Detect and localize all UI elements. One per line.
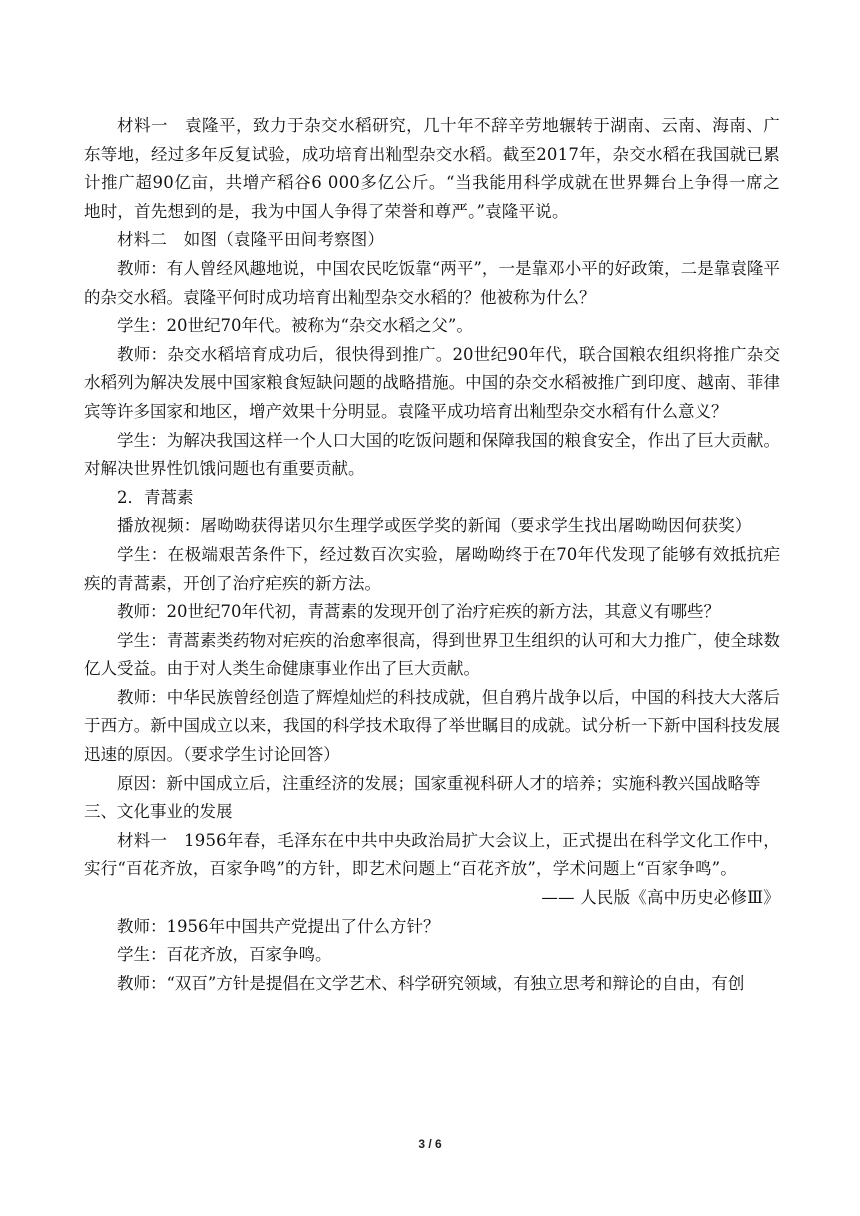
paragraph: 教师：杂交水稻培育成功后，很快得到推广。20世纪90年代，联合国粮农组织将推广杂交水稻列为解决发展中国家粮食短缺问题的战略措施。中国的杂交水稻被推广到印度、越南、菲律宾等许多国家和地区，增产效果十分明显。袁隆平成功培育出籼型杂交水稻有什么意义？	[84, 344, 780, 421]
paragraph: 教师：20世纪70年代初，青蒿素的发现开创了治疗疟疾的新方法，其意义有哪些？	[117, 602, 720, 622]
document-body	[84, 112, 780, 998]
paragraph: 学生：百花齐放，百家争鸣。	[117, 945, 332, 965]
paragraph: 学生：在极端艰苦条件下，经过数百次实验，屠呦呦终于在70年代发现了能够有效抵抗疟疾的青蒿素，开创了治疗疟疾的新方法。	[84, 544, 780, 593]
paragraph: 教师：中华民族曾经创造了辉煌灿烂的科技成就，但自鸦片战争以后，中国的科技大大落后于西方。新中国成立以来，我国的科学技术取得了举世瞩目的成就。试分析一下新中国科技发展迅速的原因。（要求学生讨论回答）	[84, 687, 780, 765]
paragraph: 学生：青蒿素类药物对疟疾的治愈率很高，得到世界卫生组织的认可和大力推广，使全球数亿人受益。由于对人类生命健康事业作出了巨大贡献。	[84, 630, 780, 679]
paragraph: 材料一 袁隆平，致力于杂交水稻研究，几十年不辞辛劳地辗转于湖南、云南、海南、广东等地，经过多年反复试验，成功培育出籼型杂交水稻。截至2017年，杂交水稻在我国就已累计推广超90亿亩，共增产稻谷6 000多亿公斤。“当我能用科学成就在世界舞台上争得一席之地时，首先想到的是，我为中国人争得了荣誉和尊严。”袁隆平说。	[84, 116, 780, 221]
paragraph: 教师：有人曾经风趣地说，中国农民吃饭靠“两平”，一是靠邓小平的好政策，二是靠袁隆平的杂交水稻。袁隆平何时成功培育出籼型杂交水稻的？他被称为什么？	[84, 258, 780, 307]
paragraph: 教师：“双百”方针是提倡在文学艺术、科学研究领域，有独立思考和辩论的自由，有创	[117, 973, 745, 993]
paragraph: 三、文化事业的发展	[84, 802, 233, 822]
paragraph: 2．青蒿素	[117, 487, 194, 507]
paragraph: 材料一 1956年春，毛泽东在中共中央政治局扩大会议上，正式提出在科学文化工作中，实行“百花齐放，百家争鸣”的方针，即艺术问题上“百花齐放”，学术问题上“百家争鸣”。	[84, 830, 780, 879]
paragraph: —— 人民版《高中历史必修Ⅲ》	[541, 888, 780, 908]
paragraph: 播放视频：屠呦呦获得诺贝尔生理学或医学奖的新闻（要求学生找出屠呦呦因何获奖）	[117, 516, 752, 536]
paragraph: 学生：20世纪70年代。被称为“杂交水稻之父”。	[117, 316, 473, 336]
paragraph: 材料二 如图（袁隆平田间考察图）	[117, 230, 385, 250]
page-number: 3 / 6	[418, 1137, 442, 1151]
paragraph: 学生：为解决我国这样一个人口大国的吃饭问题和保障我国的粮食安全，作出了巨大贡献。对解决世界性饥饿问题也有重要贡献。	[84, 430, 780, 479]
paragraph: 教师：1956年中国共产党提出了什么方针？	[117, 916, 440, 936]
paragraph: 原因：新中国成立后，注重经济的发展；国家重视科研人才的培养；实施科教兴国战略等	[117, 773, 761, 793]
